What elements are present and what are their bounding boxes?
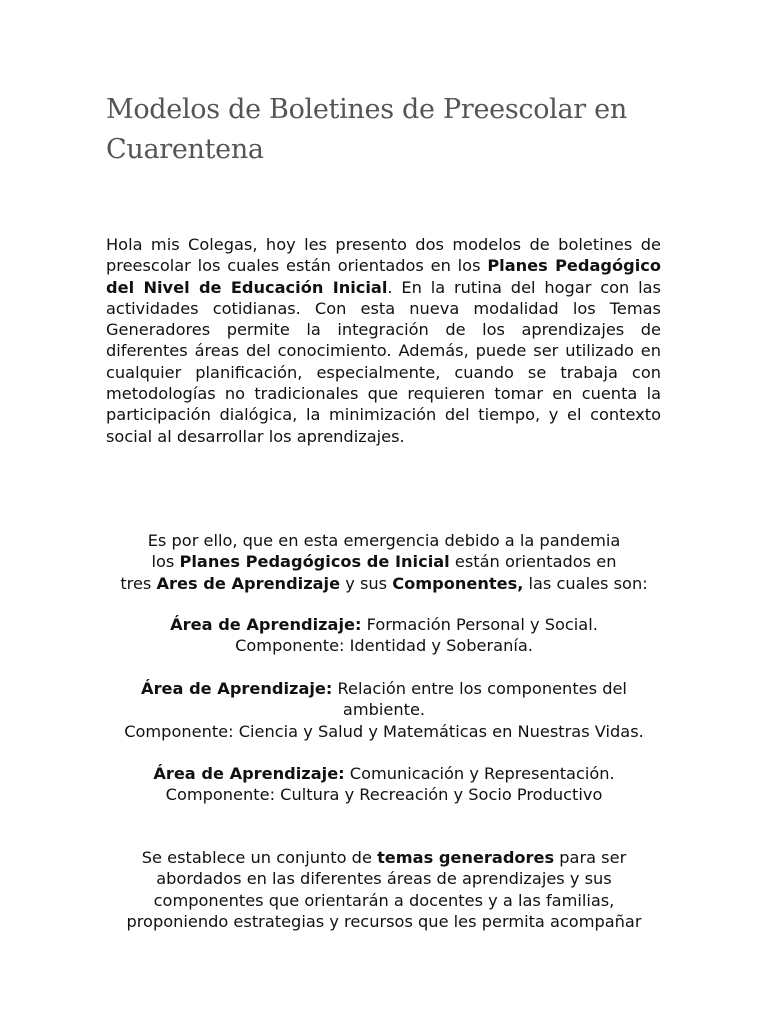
- pandemic-line-3-end: las cuales son:: [523, 573, 648, 593]
- closing-bold-topics: temas generadores: [377, 848, 555, 867]
- area-3-name: Comunicación y Representación.: [344, 764, 615, 783]
- area-block-2: [100, 678, 668, 742]
- closing-line-1-start: Se establece un conjunto de: [141, 848, 378, 867]
- area-2-component: Componente: Ciencia y Salud y Matemáticas en Nuestras Vidas.: [124, 721, 644, 741]
- intro-text-rest: . En la rutina del hogar con las actividades cotidianas. Con esta nueva modalidad los Temas Generadores permite la integración de los aprendizajes de diferentes áreas del conocimiento. Además, puede ser utilizado en cualquier planificación, especialmente, cuando se trabaja con metodologías no tradicionales que requieren tomar en cuenta la participación dialógica, la minimización del tiempo, y el contexto social al desarrollar los aprendizajes.: [106, 277, 661, 446]
- area-3-component: Componente: Cultura y Recreación y Socio Productivo: [165, 785, 603, 805]
- pandemic-line-3-mid: y sus: [340, 573, 393, 593]
- area-3-title: [100, 763, 668, 784]
- pandemic-line-2-end: están orientados en: [449, 552, 617, 572]
- area-2-name: Relación entre los componentes del ambiente.: [332, 679, 627, 720]
- pandemic-bold-plans: Planes Pedagógicos de Inicial: [179, 552, 450, 572]
- intro-text-start: Hola mis Colegas, hoy les presento dos modelos de boletines de preescolar los cuales están orientados en los: [106, 235, 661, 276]
- pandemic-bold-areas: Ares de Aprendizaje: [156, 573, 341, 593]
- closing-line-1-end: para ser: [554, 848, 627, 867]
- pandemic-line-3-start: tres: [120, 573, 157, 593]
- intro-bold-plan: Planes Pedagógico del Nivel de Educación Inicial: [106, 256, 661, 297]
- closing-line-1: [100, 847, 668, 868]
- area-1-label: Área de Aprendizaje:: [170, 615, 362, 634]
- area-2-label: Área de Aprendizaje:: [141, 679, 333, 698]
- area-1-name: Formación Personal y Social.: [361, 615, 598, 634]
- pandemic-line-2: [100, 551, 668, 572]
- pandemic-line-3: [100, 573, 668, 594]
- closing-line-2: abordados en las diferentes áreas de aprendizajes y sus: [156, 869, 612, 889]
- document-title: Modelos de Boletines de Preescolar en Cuarentena: [106, 94, 627, 165]
- closing-line-3: componentes que orientarán a docentes y a las familias,: [153, 890, 615, 910]
- area-1-component: Componente: Identidad y Soberanía.: [235, 636, 533, 656]
- closing-paragraph: [100, 847, 668, 932]
- closing-line-4: proponiendo estrategias y recursos que les permita acompañar: [126, 911, 642, 931]
- intro-paragraph: [106, 234, 661, 447]
- area-3-label: Área de Aprendizaje:: [153, 764, 345, 783]
- pandemic-paragraph: [100, 530, 668, 594]
- area-block-1: [100, 614, 668, 657]
- pandemic-line-1: Es por ello, que en esta emergencia debido a la pandemia: [147, 531, 621, 550]
- pandemic-line-2-start: los: [151, 552, 180, 572]
- area-2-title: [140, 678, 628, 721]
- area-1-title: [100, 614, 668, 635]
- area-block-3: [100, 763, 668, 806]
- pandemic-bold-components: Componentes,: [392, 573, 524, 593]
